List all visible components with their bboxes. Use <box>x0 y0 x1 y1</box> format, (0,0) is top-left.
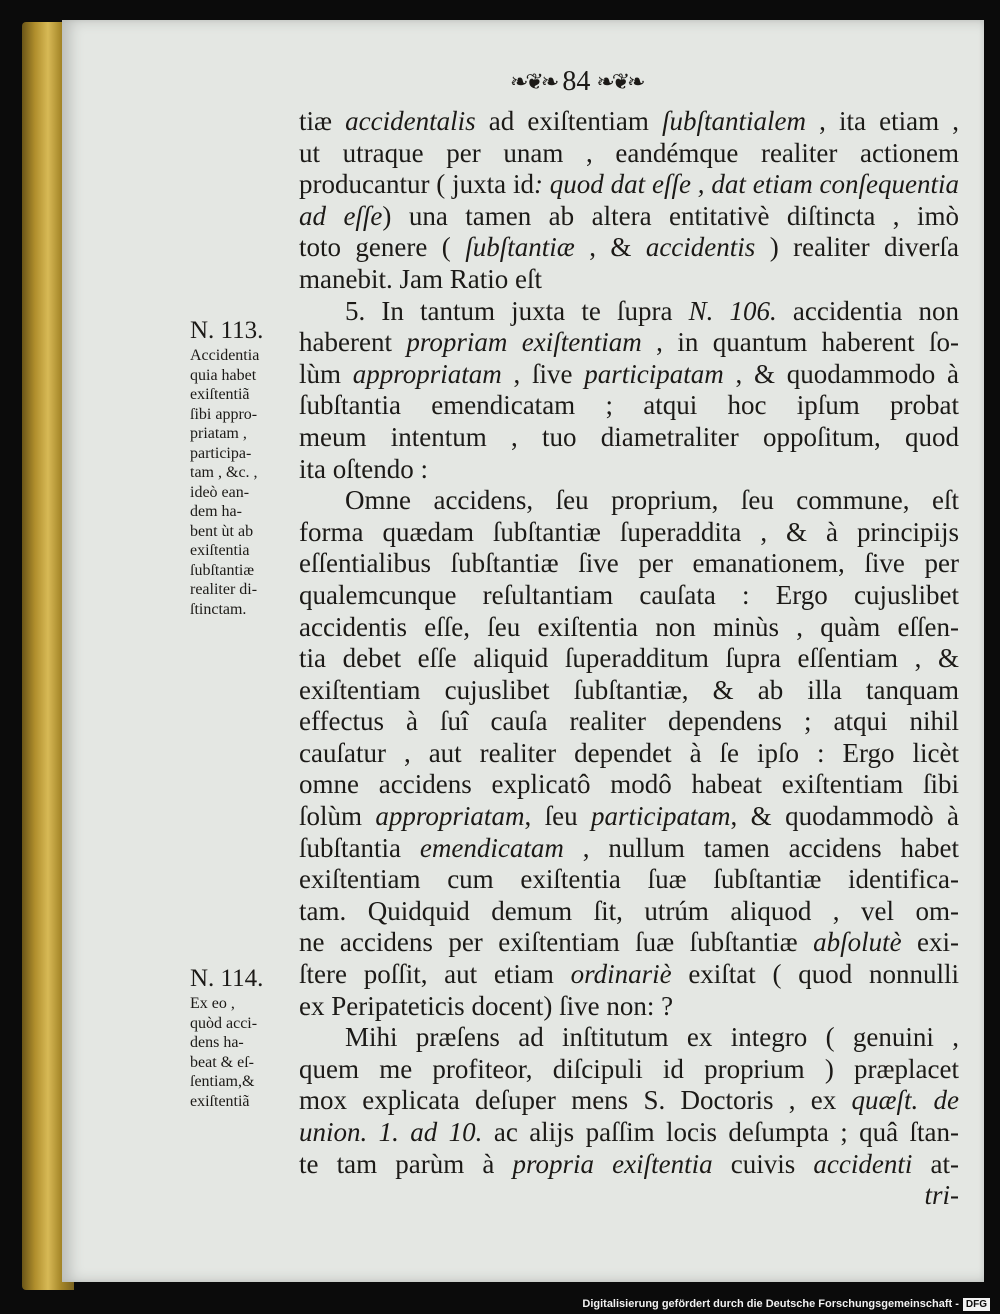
text-run: ſubſtantia <box>299 832 420 863</box>
text-line <box>299 106 959 138</box>
italic-run: appropriatam <box>352 358 502 389</box>
text-run: cuivis <box>712 1148 814 1179</box>
text-run: , nullum tamen accidens habet <box>563 832 960 863</box>
text-run: tam. Quidquid demum ſit, utrúm aliquod , vel om- <box>299 895 959 926</box>
marginal-line: realiter di- <box>190 581 258 598</box>
text-line <box>299 296 959 328</box>
text-run: 5. In tantum juxta te ſupra <box>345 295 689 326</box>
marginal-note-n114 <box>190 964 286 1111</box>
text-line <box>299 359 959 391</box>
text-line <box>299 612 959 644</box>
italic-run: accidenti <box>813 1148 913 1179</box>
text-line <box>299 927 959 959</box>
italic-run: ſubſtantiæ <box>465 232 575 263</box>
page-header <box>510 62 643 102</box>
italic-run: emendicatam <box>419 832 564 863</box>
text-line <box>299 390 959 422</box>
marginal-line: exiſtentiã <box>190 1092 250 1110</box>
text-run: , & <box>574 232 646 263</box>
italic-run: propriam exiſtentiam <box>406 327 642 358</box>
text-run: exiſtentiam cum exiſtentia ſuæ ſubſtantiæ identifica- <box>299 864 959 895</box>
text-line <box>299 517 959 549</box>
text-run: exiſtat ( quod nonnulli <box>671 959 959 990</box>
marginal-line: ſtinctam. <box>190 600 247 618</box>
text-line <box>299 991 959 1023</box>
text-run: effectus à ſuî cauſa realiter dependens ; atqui nihil <box>299 706 959 737</box>
marginal-line: ſentiam,& <box>190 1073 255 1090</box>
italic-run: abſolutè <box>813 927 902 958</box>
text-run: accidentia non <box>776 295 959 326</box>
text-line <box>299 1085 959 1117</box>
marginal-line: bent ùt ab <box>190 522 254 540</box>
text-run: forma quædam ſubſtantiæ ſuperaddita , & à principijs <box>299 516 959 547</box>
text-run: meum intentum , tuo diametraliter oppoſitum, quod <box>299 421 959 452</box>
text-run: , & quodammodò à <box>730 801 959 832</box>
page-number: 84 <box>562 66 591 97</box>
marginal-line: ſubſtantiæ <box>190 561 254 579</box>
text-run: ſubſtantia emendicatam ; atqui hoc ipſum probat <box>299 390 959 421</box>
text-run: producantur ( juxta id <box>299 169 534 200</box>
italic-run: accidentis <box>645 232 756 263</box>
text-line <box>299 706 959 738</box>
marginal-heading: N. 114. <box>190 965 264 992</box>
text-line <box>299 896 959 928</box>
text-line <box>299 1022 959 1054</box>
italic-run: tri- <box>924 1180 959 1211</box>
digitization-footer <box>0 1294 1000 1314</box>
text-run: te tam parùm à <box>299 1148 513 1179</box>
book-page <box>62 20 984 1282</box>
text-run: , in quantum haberent ſo- <box>641 327 959 358</box>
text-line <box>299 1117 959 1149</box>
text-line <box>299 232 959 264</box>
text-run: tia debet eſſe aliquid ſuperadditum ſupra eſſentiam , & <box>299 643 959 674</box>
text-run: haberent <box>299 327 407 358</box>
text-run: toto genere ( <box>299 232 466 263</box>
text-run: Omne accidens, ſeu proprium, ſeu commune, eſt <box>345 485 959 516</box>
text-run: accidentis eſſe, ſeu exiſtentia non minùs , quàm eſſen- <box>299 611 959 642</box>
text-run: at- <box>912 1148 959 1179</box>
text-line <box>299 580 959 612</box>
italic-run: participatam <box>591 801 731 832</box>
text-run: quem me profiteor, diſcipuli id proprium ) præplacet <box>299 1053 959 1084</box>
italic-run: ad eſſe <box>299 200 383 231</box>
text-line <box>299 169 959 201</box>
marginal-line: Accidentia <box>190 347 260 364</box>
text-run: exi- <box>901 927 960 958</box>
marginal-line: beat & eſ- <box>190 1053 254 1071</box>
marginal-line: ſibi appro- <box>190 405 258 423</box>
italic-run: quæſt. de <box>851 1085 959 1116</box>
text-line <box>299 264 959 296</box>
text-line <box>299 675 959 707</box>
marginal-line: dens ha- <box>190 1034 244 1051</box>
text-run: eſſentialibus ſubſtantiæ ſive per emanationem, ſive per <box>299 548 959 579</box>
text-run: ) una tamen ab altera entitativè diſtincta , imò <box>382 200 959 231</box>
marginal-line: exiſtentia <box>190 542 250 559</box>
text-line <box>299 959 959 991</box>
italic-run: union. 1. ad 10. <box>299 1117 483 1147</box>
text-run: , ſeu <box>524 801 592 832</box>
text-line <box>299 643 959 675</box>
marginal-line: ideò ean- <box>190 483 250 501</box>
marginal-line: participa- <box>190 444 252 462</box>
text-run: ac alijs paſſim locis deſumpta ; quâ ſtan- <box>482 1117 959 1147</box>
italic-run: ordinariè <box>570 959 672 990</box>
text-run: ex Peripateticis docent) ſive non: ? <box>299 990 674 1021</box>
text-run: Mihi præſens ad inſtitutum ex integro ( genuini , <box>345 1022 959 1053</box>
marginal-heading: N. 113. <box>190 317 264 344</box>
text-run: ut utraque per unam , eandémque realiter actionem <box>299 137 959 168</box>
text-run: ſolùm <box>299 801 376 832</box>
text-line <box>299 422 959 454</box>
footer-credit: Digitalisierung gefördert durch die Deutsche Forschungsgemeinschaft - <box>582 1298 959 1310</box>
text-line <box>299 485 959 517</box>
text-run: ne accidens per exiſtentiam ſuæ ſubſtantiæ <box>299 927 814 958</box>
marginal-line: dem ha- <box>190 503 242 520</box>
italic-run: ſubſtantialem <box>661 106 806 136</box>
dfg-logo: DFG <box>963 1298 990 1311</box>
marginal-line: quòd acci- <box>190 1014 258 1032</box>
text-line <box>299 201 959 233</box>
text-run: ſtere poſſit, aut etiam <box>299 959 571 990</box>
text-line <box>299 138 959 170</box>
text-line <box>299 833 959 865</box>
text-run: ita oſtendo : <box>299 453 428 484</box>
text-line <box>299 738 959 770</box>
text-line <box>299 327 959 359</box>
text-run: manebit. Jam Ratio eſt <box>299 263 542 294</box>
text-run: ad exiſtentiam <box>475 106 662 136</box>
text-run: ) realiter diverſa <box>755 232 959 263</box>
text-run: tiæ <box>299 106 346 136</box>
text-line <box>299 769 959 801</box>
text-line <box>299 548 959 580</box>
text-run: , ita etiam , <box>805 106 959 136</box>
marginal-line: tam , &c. , <box>190 464 258 481</box>
text-run: , & quodammodo à <box>723 358 959 389</box>
text-run: , ſive <box>501 358 585 389</box>
text-run: omne accidens explicatô modô habeat exiſtentiam ſibi <box>299 769 959 800</box>
text-run: lùm <box>299 358 353 389</box>
italic-run: propria exiſtentia <box>512 1148 713 1179</box>
marginal-line: exiſtentiã <box>190 386 250 403</box>
main-text-block <box>299 106 959 1212</box>
italic-run: participatam <box>584 358 724 389</box>
italic-run: accidentalis <box>345 106 476 136</box>
ornament-left-icon: ❧❦❧ <box>510 69 557 94</box>
italic-run: N. 106. <box>688 295 777 326</box>
text-line <box>299 1180 959 1212</box>
text-line <box>299 1054 959 1086</box>
marginal-line: priatam , <box>190 425 247 442</box>
ornament-right-icon: ❧❦❧ <box>596 69 643 94</box>
marginal-line: Ex eo , <box>190 995 235 1012</box>
text-run: mox explicata deſuper mens S. Doctoris , ex <box>299 1085 852 1116</box>
text-run: exiſtentiam cujuslibet ſubſtantiæ, & ab illa tanquam <box>299 674 959 705</box>
text-line <box>299 801 959 833</box>
italic-run: : quod dat eſſe , dat etiam conſequentia <box>533 169 959 200</box>
marginal-note-n113 <box>190 316 286 619</box>
text-line <box>299 864 959 896</box>
text-line <box>299 1149 959 1181</box>
text-line <box>299 454 959 486</box>
marginal-line: quia habet <box>190 366 257 384</box>
text-run: cauſatur , aut realiter dependet à ſe ipſo : Ergo licèt <box>299 737 959 768</box>
italic-run: appropriatam <box>375 801 525 832</box>
text-run: qualemcunque reſultantiam cauſata : Ergo cujuslibet <box>299 579 959 610</box>
